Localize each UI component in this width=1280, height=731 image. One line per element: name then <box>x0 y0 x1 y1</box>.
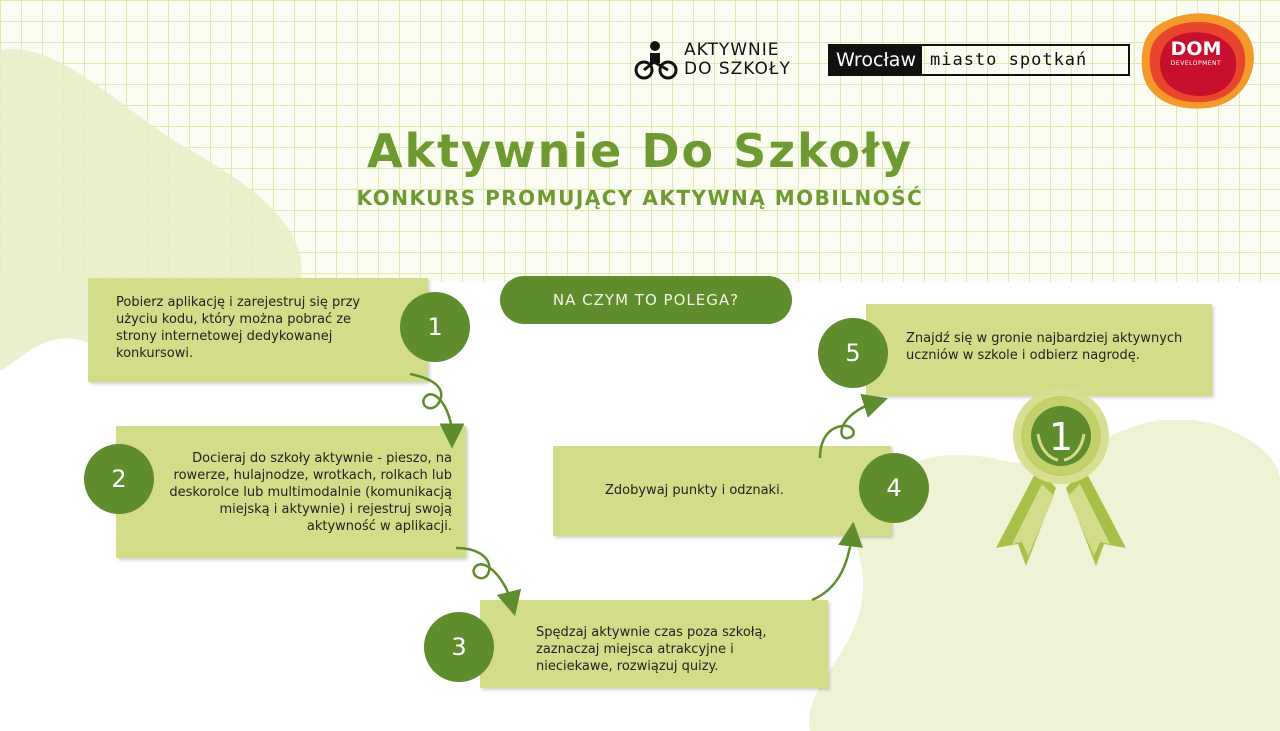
step-3-text: Spędzaj aktywnie czas poza szkołą, zaznaczaj miejsca atrakcyjne i nieciekawe, rozwiązuj quizy. <box>536 625 767 674</box>
aktywnie-logo <box>634 38 804 82</box>
step-2-text: Docieraj do szkoły aktywnie - pieszo, na rowerze, hulajnodze, wrotkach, rolkach lub deskorolce lub multimodalnie (komunikacją miejską i aktywnie) i rejestruj swoją aktywność w aplikacji. <box>169 451 452 534</box>
step-2-number: 2 <box>84 444 154 514</box>
step-5-text: Znajdź się w gronie najbardziej aktywnych uczniów w szkole i odbierz nagrodę. <box>906 331 1183 363</box>
dom-logo-small: DEVELOPMENT <box>1170 60 1222 67</box>
step-1-card <box>88 278 428 382</box>
medal-icon <box>986 388 1136 588</box>
page-subtitle: KONKURS PROMUJĄCY AKTYWNĄ MOBILNOŚĆ <box>356 186 924 210</box>
step-4-card <box>553 446 891 536</box>
dom-logo-text <box>1150 38 1242 67</box>
wroclaw-logo-left: Wrocław <box>830 46 922 74</box>
aktywnie-logo-line1: AKTYWNIE <box>684 40 780 60</box>
medal-number: 1 <box>1048 415 1074 459</box>
step-5-card <box>866 304 1212 396</box>
page-title: Aktywnie Do Szkoły <box>366 124 914 178</box>
step-3-card <box>480 600 828 688</box>
step-4-text: Zdobywaj punkty i odznaki. <box>605 483 784 498</box>
step-1-number: 1 <box>400 292 470 362</box>
aktywnie-logo-line2: DO SZKOŁY <box>684 59 791 79</box>
step-3-number: 3 <box>424 612 494 682</box>
step-2-card <box>116 426 466 558</box>
wroclaw-logo-right: miasto spotkań <box>929 50 1088 70</box>
wroclaw-logo <box>828 44 1130 76</box>
step-4-number: 4 <box>859 453 929 523</box>
step-1-text: Pobierz aplikację i zarejestruj się przy użyciu kodu, który można pobrać ze strony internetowej dedykowanej konkursowi. <box>116 295 361 361</box>
cyclist-icon <box>634 40 678 80</box>
dom-logo-big: DOM <box>1170 38 1222 60</box>
step-5-number: 5 <box>818 318 888 388</box>
how-it-works-label: NA CZYM TO POLEGA? <box>500 276 792 324</box>
